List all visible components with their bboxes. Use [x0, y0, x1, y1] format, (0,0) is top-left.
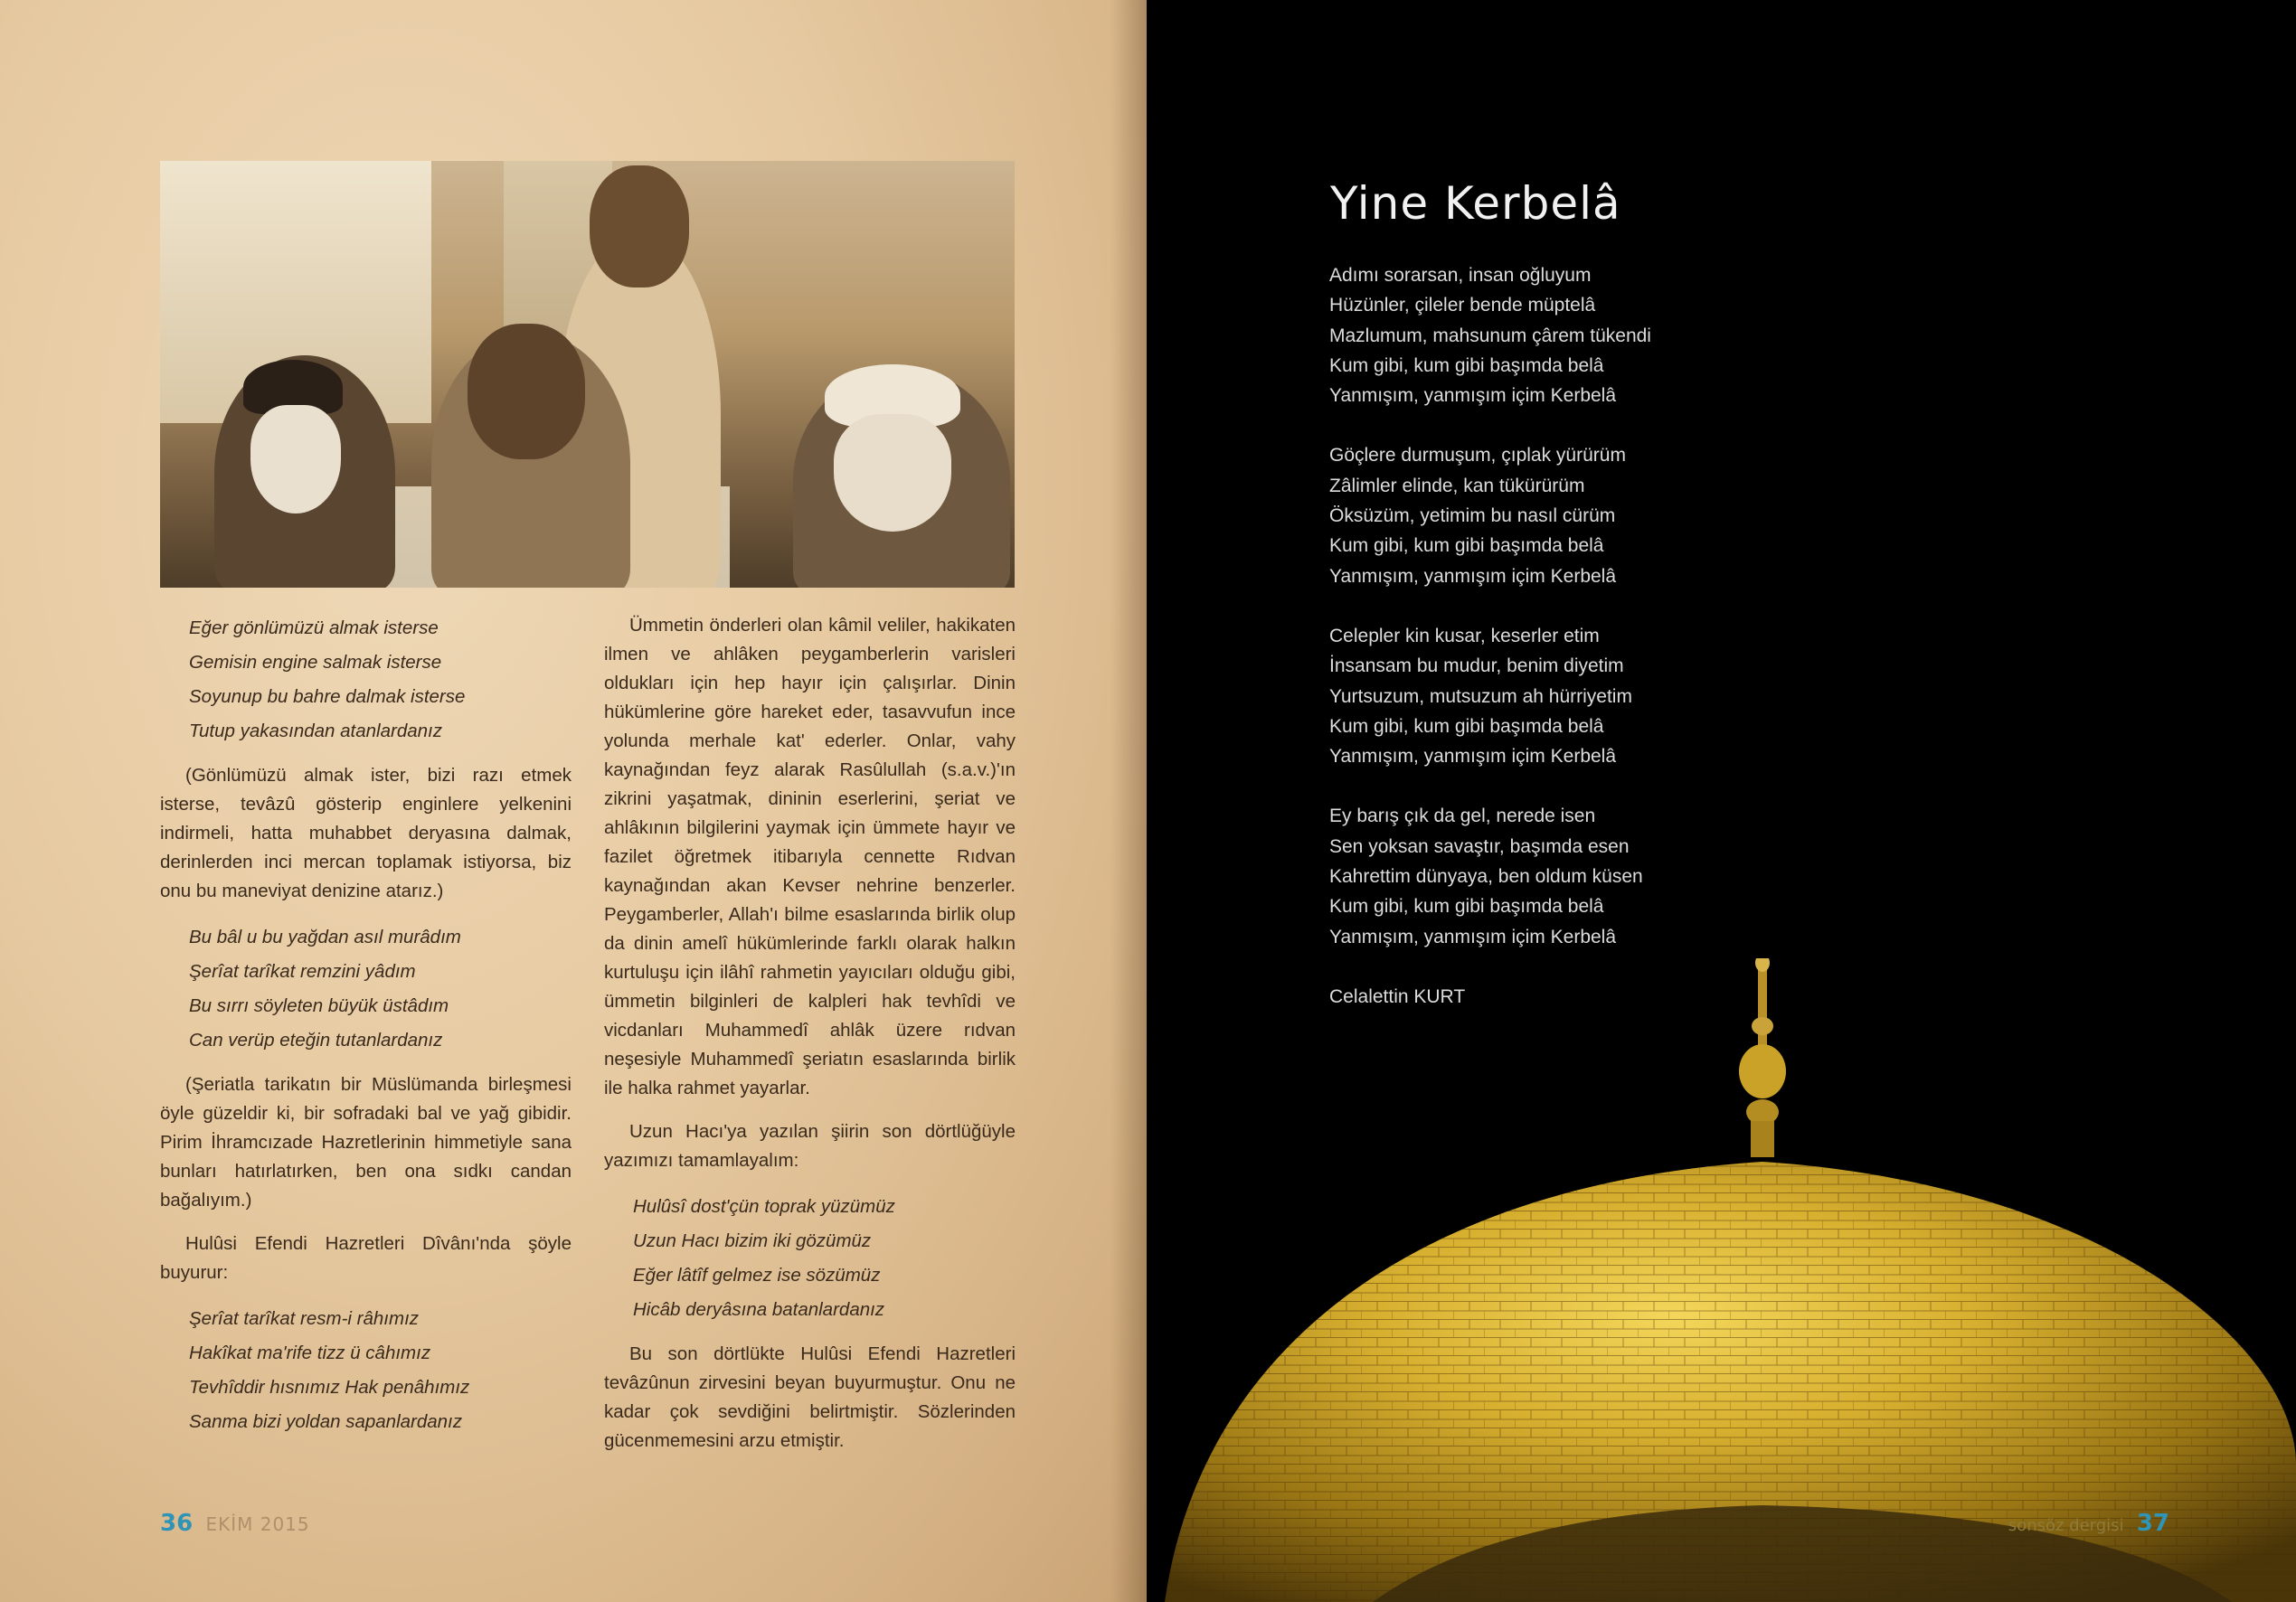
verse-line: Sanma bizi yoldan sapanlardanız	[189, 1411, 462, 1432]
poem-line: Yurtsuzum, mutsuzum ah hürriyetim	[1329, 685, 1632, 707]
page-folio	[2008, 1510, 2169, 1537]
verse-line: Hakîkat ma'rife tizz ü câhımız	[189, 1343, 431, 1363]
paragraph: Uzun Hacı'ya yazılan şiirin son dörtlüğüyle yazımızı tamamlayalım:	[604, 1121, 1016, 1171]
verse-4	[633, 1190, 1016, 1327]
poem-line: Mazlumum, mahsunum çârem tükendi	[1329, 325, 1651, 346]
verse-2	[189, 920, 572, 1058]
poem-line: Yanmışım, yanmışım içim Kerbelâ	[1329, 926, 1617, 947]
poem-line: Kahrettim dünyaya, ben oldum küsen	[1329, 866, 1643, 888]
magazine-label: sonsöz dergisi	[2008, 1516, 2124, 1535]
photo-beard	[250, 405, 341, 514]
poem-line: Yanmışım, yanmışım içim Kerbelâ	[1329, 746, 1617, 768]
paragraph: (Gönlümüzü almak ister, bizi razı etmek isterse, tevâzû gösterip enginlere yelkenini indirmeli, hatta muhabbet deryasına dalmak, derinlerden inci mercan toplamak istiyorsa, biz onu bu maneviyat denizine atarız.)	[160, 765, 572, 901]
poem-line: Hüzünler, çileler bende müptelâ	[1329, 295, 1596, 316]
poem-line: Yanmışım, yanmışım içim Kerbelâ	[1329, 565, 1617, 587]
page-folio	[160, 1510, 310, 1537]
page-number: 37	[2136, 1510, 2169, 1537]
verse-line: Hulûsî dost'çün toprak yüzümüz	[633, 1196, 895, 1217]
poem-line: Kum gibi, kum gibi başımda belâ	[1329, 535, 1604, 557]
poem-line: Kum gibi, kum gibi başımda belâ	[1329, 354, 1604, 376]
poem-line: İnsansam bu mudur, benim diyetim	[1329, 655, 1624, 677]
verse-line: Bu sırrı söyleten büyük üstâdım	[189, 995, 449, 1016]
poem	[1329, 260, 1800, 1012]
verse-line: Tutup yakasından atanlardanız	[189, 721, 442, 741]
right-column	[604, 611, 1016, 1470]
verse-line: Soyunup bu bahre dalmak isterse	[189, 686, 466, 707]
poem-line: Ey barış çık da gel, nerede isen	[1329, 806, 1596, 827]
poem-line: Öksüzüm, yetimim bu nasıl cürüm	[1329, 505, 1616, 527]
verse-line: Gemisin engine salmak isterse	[189, 652, 442, 673]
stanza	[1329, 260, 1800, 410]
verse-line: Bu bâl u bu yağdan asıl murâdım	[189, 927, 461, 947]
poem-line: Adımı sorarsan, insan oğluyum	[1329, 265, 1592, 286]
verse-line: Uzun Hacı bizim iki gözümüz	[633, 1230, 872, 1251]
poem-author: Celalettin KURT	[1329, 985, 1466, 1007]
photo-head	[590, 165, 689, 287]
poem-title: Yine Kerbelâ	[1330, 177, 1621, 230]
verse-line: Tevhîddir hısnımız Hak penâhımız	[189, 1377, 470, 1398]
verse-line: Eğer lâtîf gelmez ise sözümüz	[633, 1265, 881, 1286]
poem-line: Yanmışım, yanmışım içim Kerbelâ	[1329, 385, 1617, 407]
paragraph: Hulûsi Efendi Hazretleri Dîvânı'nda şöyle buyurur:	[160, 1233, 572, 1283]
paragraph: Ümmetin önderleri olan kâmil veliler, hakikaten ilmen ve ahlâken peygamberlerin varisleri oldukları için hep hayır için çalışırlar. Dinin hükümlerine göre hareket eder, tasavvufun ince yolunda merhale kat' ederler. Onlar, vahy kaynağından feyz alarak Rasûlullah (s.a.v.)'ın zikrini yaşatmak, dininin eserlerini, şeriat ve ahlâkının bilgilerini yaymak için ümmete hayır ve fazilet öğretmek itibarıyla cennette Rıdvan kaynağından akan Kevser nehrine benzerler. Peygamberler, Allah'ı bilme esaslarında birlik olup da dinin amelî hükümlerinde farklı olarak halkın kurtuluşu için ilâhî rahmetin yayıcıları olduğu gibi, ümmetin bilginleri de kalpleri hak tevhîdi ve vicdanları Muhammedî ahlâk üzere rıdvan neşesiyle Muhammedî şeriatın esaslarında birlik ile halka rahmet yayarlar.	[604, 615, 1016, 1098]
group-photo	[160, 161, 1015, 588]
poem-line: Sen yoksan savaştır, başımda esen	[1329, 835, 1630, 857]
issue-label: EKİM 2015	[205, 1513, 310, 1535]
verse-line: Can verüp eteğin tutanlardanız	[189, 1030, 443, 1051]
poem-line: Göçlere durmuşum, çıplak yürürüm	[1329, 445, 1626, 466]
photo-head	[468, 324, 585, 459]
poem-line: Zâlimler elinde, kan tükürürüm	[1329, 475, 1585, 496]
golden-dome-image	[1147, 958, 2296, 1602]
stanza	[1329, 621, 1800, 771]
stanza	[1329, 440, 1800, 590]
photo-beard	[834, 414, 951, 532]
verse-line: Hicâb deryâsına batanlardanız	[633, 1299, 885, 1320]
poem-line: Kum gibi, kum gibi başımda belâ	[1329, 896, 1604, 918]
page-number: 36	[160, 1510, 194, 1537]
poem-line: Kum gibi, kum gibi başımda belâ	[1329, 715, 1604, 737]
verse-3	[189, 1302, 572, 1439]
verse-1	[189, 611, 572, 749]
verse-line: Şerîat tarîkat resm-i râhımız	[189, 1308, 420, 1329]
paragraph: (Şeriatla tarikatın bir Müslümanda birleşmesi öyle güzeldir ki, bir sofradaki bal ve yağ gibidir. Pirim İhramcızade Hazretlerinin himmetiyle sana bunları hatırlatırken, ben ona sıdkı candan bağalıyım.)	[160, 1074, 572, 1211]
left-column	[160, 611, 572, 1452]
left-page	[0, 0, 1147, 1602]
verse-line: Şerîat tarîkat remzini yâdım	[189, 961, 416, 982]
poem-line: Celepler kin kusar, keserler etim	[1329, 625, 1600, 646]
verse-line: Eğer gönlümüzü almak isterse	[189, 617, 439, 638]
stanza	[1329, 801, 1800, 951]
paragraph: Bu son dörtlükte Hulûsi Efendi Hazretleri tevâzûnun zirvesini beyan buyurmuştur. Onu ne kadar çok sevdiğini belirtmiştir. Sözlerinden gücenmemesini arzu etmiştir.	[604, 1343, 1016, 1451]
